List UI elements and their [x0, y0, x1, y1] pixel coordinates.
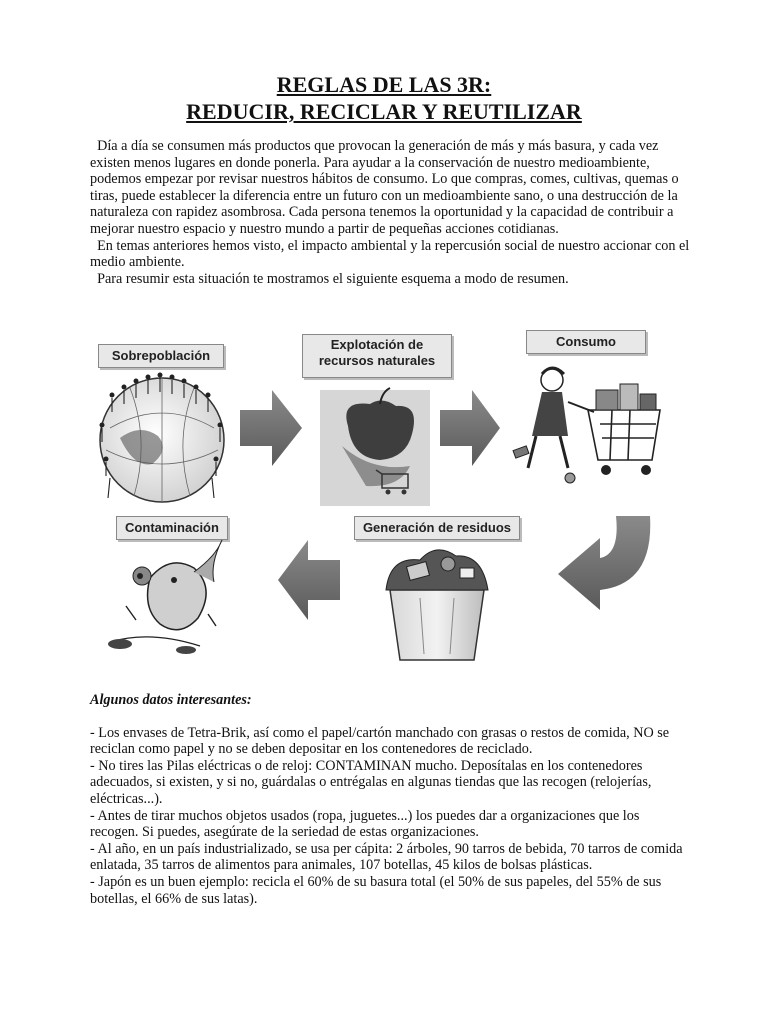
overpopulation-globe-illustration: [100, 373, 225, 503]
arrow-right-2: [440, 390, 500, 466]
diagram-graphics: [90, 328, 690, 668]
fact-item: - No tires las Pilas eléctricas o de reloj: CONTAMINAN mucho. Deposítalas en los contenedores adecuados, si existen, y si no, guárdalas o entrégalas en algunas tiendas que las recogen (relojerías, eléctricas...).: [90, 757, 652, 807]
facts-section: [90, 692, 690, 907]
intro-paragraph: Día a día se consumen más productos que provocan la generación de más y más basura, y cada vez existen menos lugares en donde ponerla. Para ayudar a la conservación de nuestro medioambiente, podemos empezar por revisar nuestros hábitos de consumo. Lo que compras, comes, cultivas, quemas o tiras, puede establecer la diferencia entre un futuro con un medioambiente sano, o una destrucción de la naturaleza con rapidez asombrosa. Cada persona tenemos la oportunidad y la capacidad de contribuir a mejorar nuestro espacio y nuestro mundo a partir de pequeñas acciones cotidianas.: [90, 138, 683, 237]
fact-item: - Los envases de Tetra-Brik, así como el papel/cartón manchado con grasas o restos de comida, NO se reciclan como papel y no se deben depositar en los contenedores de reciclado.: [90, 724, 670, 758]
arrow-right-1: [240, 390, 302, 466]
arrow-left: [278, 540, 340, 620]
label-explotacion-line2: recursos naturales: [318, 353, 436, 368]
intro-paragraph: Para resumir esta situación te mostramos el siguiente esquema a modo de resumen.: [90, 270, 569, 287]
cycle-diagram: [90, 328, 690, 668]
label-consumo: Consumo: [526, 330, 646, 354]
polluted-fish-illustration: [108, 540, 222, 654]
facts-heading: Algunos datos interesantes:: [90, 692, 252, 708]
intro-paragraph: En temas anteriores hemos visto, el impacto ambiental y la repercusión social de nuestro accionar con el medio ambiente.: [90, 237, 693, 271]
label-sobrepoblacion: Sobrepoblación: [98, 344, 224, 368]
arrow-curved-down: [558, 516, 650, 610]
title-line-2: REDUCIR, RECICLAR Y REUTILIZAR: [186, 99, 582, 124]
fact-item: - Antes de tirar muchos objetos usados (ropa, juguetes...) los puedes dar a organizaciones que los recogen. Si puedes, asegúrate de la seriedad de estas organizaciones.: [90, 807, 640, 841]
resource-exploitation-illustration: [320, 388, 430, 506]
waste-bin-illustration: [386, 550, 488, 660]
consumer-cart-illustration: [513, 368, 660, 483]
intro-text: [90, 138, 693, 287]
label-generacion-residuos: Generación de residuos: [354, 516, 520, 540]
fact-item: - Japón es un buen ejemplo: recicla el 60% de su basura total (el 50% de sus papeles, del 55% de sus botellas, el 66% de sus latas).: [90, 873, 662, 907]
label-contaminacion: Contaminación: [116, 516, 228, 540]
fact-item: - Al año, en un país industrializado, se usa per cápita: 2 árboles, 90 tarros de bebida, 70 tarros de comida enlatada, 35 tarros de alimentos para animales, 107 botellas, 45 kilos de bolsas plásticas.: [90, 840, 683, 874]
title-line-1: REGLAS DE LAS 3R:: [276, 72, 492, 97]
label-explotacion-line1: Explotación de: [330, 337, 424, 352]
